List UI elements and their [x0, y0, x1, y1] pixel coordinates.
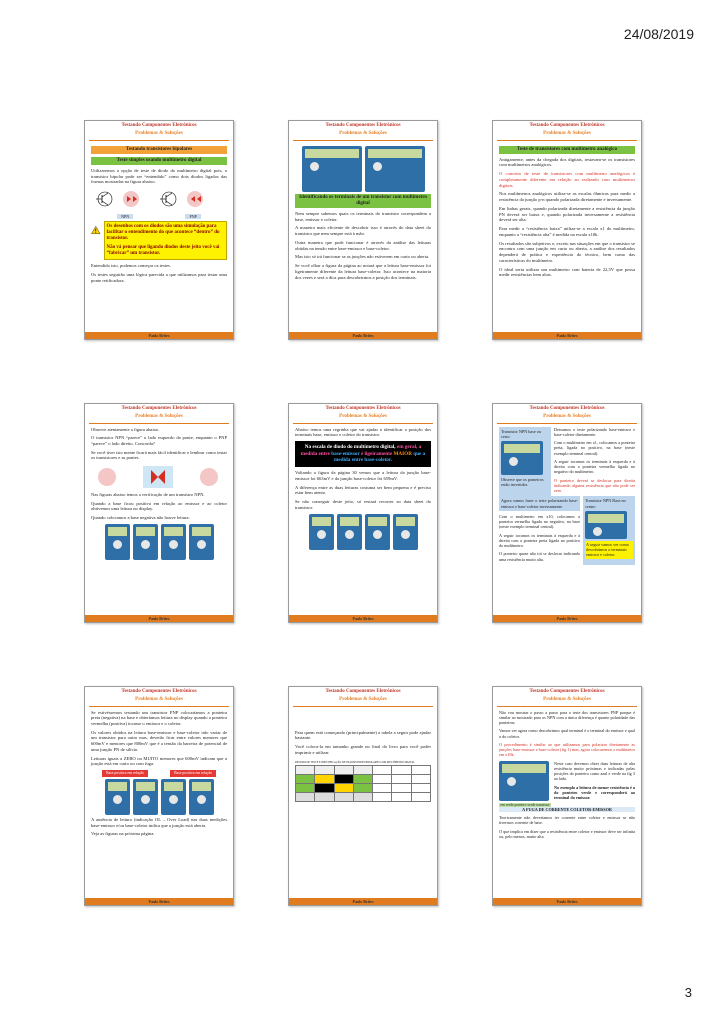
slide-title: Testando Componentes Eletrônicos	[325, 689, 401, 694]
paragraph: O ponteiro deverá se deslocar para direita indicando alguma resistência que não pode ser zero.	[554, 477, 635, 493]
paragraph: O procedimento é similar ao que utilizamos para polarizar diretamente as junções base-emissor e base-coletor (fig 1) mas, agora colocaremos o multímetro em x10k.	[499, 741, 635, 758]
slide-header	[289, 404, 437, 421]
slide-subtitle: Problemas & Soluções	[339, 131, 387, 137]
document-date: 24/08/2019	[623, 26, 694, 42]
page-number: 3	[684, 985, 692, 1000]
slide-header	[85, 687, 233, 704]
paragraph: Entendido isto, podemos começar os testes.	[91, 263, 171, 269]
paragraph: Abaixo temos uma regrinha que vai ajudar a identificar a posição dos terminais base, emissor e coletor do transistor.	[295, 426, 431, 438]
paragraph: Outra maneira que pode funcionar é através da análise das leituras obtidas na tensão entre base-emissor e base-coletor.	[295, 239, 431, 251]
paragraph: Se você tiver isto mente ficará mais fácil identificar e lembrar como testar os transistores e as pontes.	[91, 449, 227, 461]
slide-title: Testando Componentes Eletrônicos	[325, 406, 401, 411]
paragraph: Observe atentamente a figura abaixo.	[91, 426, 160, 432]
slide-footer: Paulo Brites	[289, 332, 437, 339]
slide-subtitle: Problemas & Soluções	[543, 697, 591, 703]
slide-footer: Paulo Brites	[289, 898, 437, 905]
multimeter-image	[585, 511, 627, 539]
paragraph: Com o multímetro em x1, colocamos a ponteira preta, ligada no positivo, na base (neste exemplo terminal central).	[554, 440, 635, 456]
paragraph: Teoricamente não deveríamos ter corrente entre coletor e emissor se não tivermos corrente de base.	[499, 815, 635, 826]
slide-title: Testando Componentes Eletrônicos	[121, 123, 197, 128]
paragraph: Não vou mostrar o passo a passo para o teste dos transistores PNP porque é similar ao mostrado para os NPN com a única diferença é quanto polaridade das ponteiras.	[499, 709, 635, 725]
multimeter-photos	[295, 514, 431, 550]
paragraph: O transistor NPN “parece” o lado esquerdo da ponte, enquanto o PNP “parece” o lado direito. Concorda?	[91, 435, 227, 446]
section-band: Testando transistores bipolares	[91, 146, 227, 154]
slide-footer: Paulo Brites	[85, 898, 233, 905]
paragraph: A seguir tocamos os terminais à esquerda e à direita com a ponteira vermelha ligada no negativo do multímetro.	[554, 458, 635, 475]
warning-text: Não vá pensar que ligando diodos deste jeito você vai “fabricar” um transistor.	[106, 244, 220, 256]
figure-label: Observe que os ponteiros estão invertidos	[501, 477, 544, 488]
paragraph: O ideal seria utilizar um multímetro com bateria de 22,5V que possa medir resistências bem altas.	[499, 266, 635, 278]
slide-subtitle: Problemas & Soluções	[543, 414, 591, 420]
multimeter-photos	[91, 779, 227, 815]
paragraph: Deixamos o teste polarizando base-emissor e base-coletor diretamente.	[554, 426, 635, 437]
npn-label: NPN	[117, 214, 133, 219]
figure-label: em verde ponteiro verde transistor	[500, 802, 550, 807]
paragraph: Para quem está começando (principalmente) a tabela a seguir pode ajudar bastante.	[295, 729, 431, 741]
paragraph: Se estivéssemos testando um transistor PNP colocaríamos a ponteira preta (negativa) na base e obteríamos leitura no display quando a ponteira vermelha (positiva) tocasse o emissor e o coletor.	[91, 709, 227, 726]
slide-subtitle: Problemas & Soluções	[339, 697, 387, 703]
multimeter-image	[337, 514, 362, 550]
paragraph: Para medir a “resistência baixa” utiliza-se a escala x1 do multímetro, enquanto a “resistência alta” é medida na escala x10k.	[499, 226, 635, 237]
multimeter-image	[499, 761, 549, 801]
highlight-text: base-emissor	[331, 450, 360, 457]
slide-thumbnail	[84, 403, 234, 623]
section-band: Teste simples usando multímetro digital	[91, 157, 227, 165]
slide-footer: Paulo Brites	[85, 332, 233, 339]
multimeter-image	[302, 146, 362, 192]
paragraph: Os valores obtidos na leitura base-emissor e base-coletor irão variar de um transistor para outro mas, deverão ficar entre valores menores que 600mV e menores que 800mV que é a tensão da barreira de potencial de uma junção PN de silício.	[91, 729, 227, 752]
slide-title: Testando Componentes Eletrônicos	[529, 123, 605, 128]
multimeter-image	[501, 441, 543, 475]
highlight-text: é ligeiramente	[360, 450, 393, 457]
slide-header	[85, 121, 233, 138]
slide-title: Testando Componentes Eletrônicos	[121, 406, 197, 411]
multimeter-image	[393, 514, 418, 550]
paragraph: A ausência de leitura (indicação OL – Over Load) nas duas medições base-emissor e/ou base-coletor indica que a junção está aberta.	[91, 816, 227, 828]
paragraph: O conceito de teste de transistores com multímetro analógicos é completamente diferente em relação ao realizado com multímetros digitais.	[499, 171, 635, 188]
paragraph: Agora vamos fazer o teste polarizando base-emissor e base-coletor inversamente.	[499, 496, 580, 511]
paragraph: Com o multímetro em x10, colocamos a ponteira vermelha ligada no negativo, na base (neste exemplo terminal central).	[499, 513, 580, 530]
slide-header	[493, 121, 641, 138]
slide-footer: Paulo Brites	[493, 898, 641, 905]
multimeter-image	[189, 524, 214, 560]
slide-thumbnail	[492, 403, 642, 623]
slide-title: Testando Componentes Eletrônicos	[325, 123, 401, 128]
slide-footer: Paulo Brites	[493, 332, 641, 339]
slide-title: Testando Componentes Eletrônicos	[121, 689, 197, 694]
slide-thumbnail	[84, 686, 234, 906]
paragraph: O que implica em dizer que a resistência entre coletor e emissor deve ser infinita ou, pelo menos, muito alta.	[499, 828, 635, 839]
paragraph: Nas figuras abaixo temos a verificação de um transistor NPN.	[91, 491, 205, 497]
paragraph: Voltando a figura da página 30 vemos que a leitura da junção base-emissor foi 663mV e da junção base-coletor foi 659mV.	[295, 470, 431, 481]
paragraph: Mas isto só irá funcionar se as junções não estiverem em curto ou aberta.	[295, 254, 430, 260]
multimeter-image	[133, 524, 158, 560]
multimeter-image	[365, 514, 390, 550]
transistor-diagram	[91, 188, 225, 212]
multimeter-photos	[295, 146, 431, 192]
figure-panel	[499, 427, 551, 497]
multimeter-image	[189, 779, 214, 815]
figure-label: Transistor NPN base ou cesto	[501, 428, 541, 439]
bridge-diagram	[91, 464, 225, 490]
slide-thumbnail	[288, 686, 438, 906]
slide-subtitle: Problemas & Soluções	[543, 131, 591, 137]
slide-header	[493, 404, 641, 421]
paragraph: Leituras iguais a ZERO ou MUITO menores que 600mV indicam que a junção está em curto ou com fuga.	[91, 755, 227, 767]
multimeter-image	[365, 146, 425, 192]
figure-label: Transistor NPN Base no centro	[585, 498, 626, 509]
paragraph: Nos multímetros analógicos utiliza-se as escalas ôhmicas para medir a resistência da junção p-n quando polarizada diretamente e inversamente.	[499, 191, 635, 203]
highlight-text: que a medida entre base-coletor.	[333, 450, 426, 464]
paragraph: Quando colocamos a base negativa não houve leitura.	[91, 515, 190, 521]
caption-bar: Base positiva em relação	[102, 770, 148, 777]
slide-thumbnail	[84, 120, 234, 340]
section-band: Teste de transistores com multímetro analógico	[499, 146, 635, 154]
warning-icon	[91, 221, 101, 239]
multimeter-image	[309, 514, 334, 550]
multimeter-image	[105, 524, 130, 560]
paragraph: A diferença entre as duas leituras costuma ser bem pequena e é preciso estar bem atento.	[295, 484, 431, 496]
warning-box	[104, 221, 227, 260]
slide-header	[289, 687, 437, 704]
slide-footer: Paulo Brites	[493, 615, 641, 622]
highlight-box	[295, 441, 431, 467]
paragraph: Os testes seguirão uma lógica parecida a que utilizamos para testar uma ponte retificadora.	[91, 271, 227, 283]
multimeter-photos	[91, 524, 227, 560]
caption-bar: Base positiva em relação	[170, 770, 216, 777]
section-band: Identificando os terminais de um transistor com multímetro digital	[295, 194, 431, 209]
slide-header	[85, 404, 233, 421]
paragraph: A maneira mais eficiente de descobrir isso é através do data sheet do transistor que nem sempre está à mão.	[295, 225, 431, 237]
slide-thumbnail	[492, 686, 642, 906]
multimeter-image	[161, 524, 186, 560]
slide-thumbnail	[288, 120, 438, 340]
multimeter-image	[133, 779, 158, 815]
paragraph: Vamos ver agora como descobrimos qual terminal é o terminal do emissor e qual o do coletor.	[499, 728, 635, 739]
paragraph: Se não conseguir deste jeito, só restará recorrer ao data sheet do transistor.	[295, 499, 431, 510]
pnp-label: PNP	[185, 214, 200, 219]
paragraph: O ponteiro quase não irá se deslocar indicando uma resistência muito alta.	[499, 551, 580, 562]
multimeter-image	[105, 779, 130, 815]
figure-panel	[583, 496, 635, 565]
warning-text: Os desenhos com os diodos são uma simulação para facilitar o entendimento do que acontece “dentro” do transistor.	[106, 223, 220, 242]
slide-subtitle: Problemas & Soluções	[339, 414, 387, 420]
paragraph: Quando a base ficou positiva em relação ao emissor e ao coletor obtivemos uma leitura no display.	[91, 500, 227, 512]
paragraph: A seguir tocamos os terminais à esquerda e à direita com a ponteira preta ligada no positivo do multímetro.	[499, 532, 580, 548]
paragraph: Você coloca-la em tamanho grande no final do livro para você poder imprimir e utilizar.	[295, 743, 431, 755]
paragraph: Veja as figuras na próxima página.	[91, 831, 155, 837]
paragraph: No exemplo a leitura de menor resistência é a do ponteiro verde e corresponderá ao terminal do emissor.	[554, 784, 635, 800]
slide-thumbnail	[492, 120, 642, 340]
paragraph: Antigamente, antes da chegada dos digitais, testavam-se os transistores com multímetros analógicos.	[499, 156, 635, 168]
slide-footer: Paulo Brites	[289, 615, 437, 622]
multimeter-image	[161, 779, 186, 815]
paragraph: Se você olhar a figura da página ao notará que a leitura base-emissor foi ligeiramente diferente da leitura base-coletor. Isso acontece na maioria dos vezes e será a dica para descobrirmos a posição dos terminais.	[295, 263, 431, 280]
slide-subtitle: Problemas & Soluções	[135, 131, 183, 137]
slide-header	[289, 121, 437, 138]
slide-thumbnail	[288, 403, 438, 623]
highlight-text: Na escala de diodo do multímetro digital,	[304, 443, 396, 450]
slide-header	[493, 687, 641, 704]
test-summary-table	[295, 765, 431, 802]
paragraph: Nem sempre sabemos quais os terminais do transistor correspondem a base, emissor e coletor.	[295, 211, 431, 222]
slide-subtitle: Problemas & Soluções	[135, 697, 183, 703]
note-text: A seguir vamos ver como descobrimos o terminais emissor e coletor.	[585, 541, 633, 559]
paragraph: Utilizaremos a opção de teste de diodo do multímetro digital pois, o transistor bipolar pode ser “entendido” como dois diodos ligados das formas mostradas na figura abaixo.	[91, 168, 227, 185]
paragraph: Neste caso devemos obter duas leituras de alta resistência muito próximas e indicadas pelas posições do ponteiro como azul e verde na fig 3 ao lado.	[554, 760, 635, 782]
paragraph: Em linhas gerais, quando polarizada diretamente a resistência da junção PN deverá ser baixa e, quando polarizada inversamente a resistência deverá ser alta.	[499, 205, 635, 223]
highlight-text: MAIOR	[393, 450, 412, 457]
slide-subtitle: Problemas & Soluções	[135, 414, 183, 420]
slide-title: Testando Componentes Eletrônicos	[529, 689, 605, 694]
paragraph: Os resultados são subjetivos e, exceto nas situações em que o transistor se encontra com uma junção em curto ou aberta, a análise dos resultados dependerá de prática e experiência do técnico, bem como das características do multímetro.	[499, 240, 635, 263]
slide-title: Testando Componentes Eletrônicos	[529, 406, 605, 411]
table-caption: RESUMO DE TESTE E IDENTIFICAÇÃO DE TRANSISTORES BIPOLARES COM MULTÍMETRO DIGITAL	[295, 761, 415, 765]
highlight-text: em geral, a medida entre	[300, 443, 422, 457]
section-heading: A FUGA DE CORRENTE COLETOR-EMISSOR	[499, 807, 635, 812]
slide-footer: Paulo Brites	[85, 615, 233, 622]
figure-panel	[499, 761, 551, 807]
